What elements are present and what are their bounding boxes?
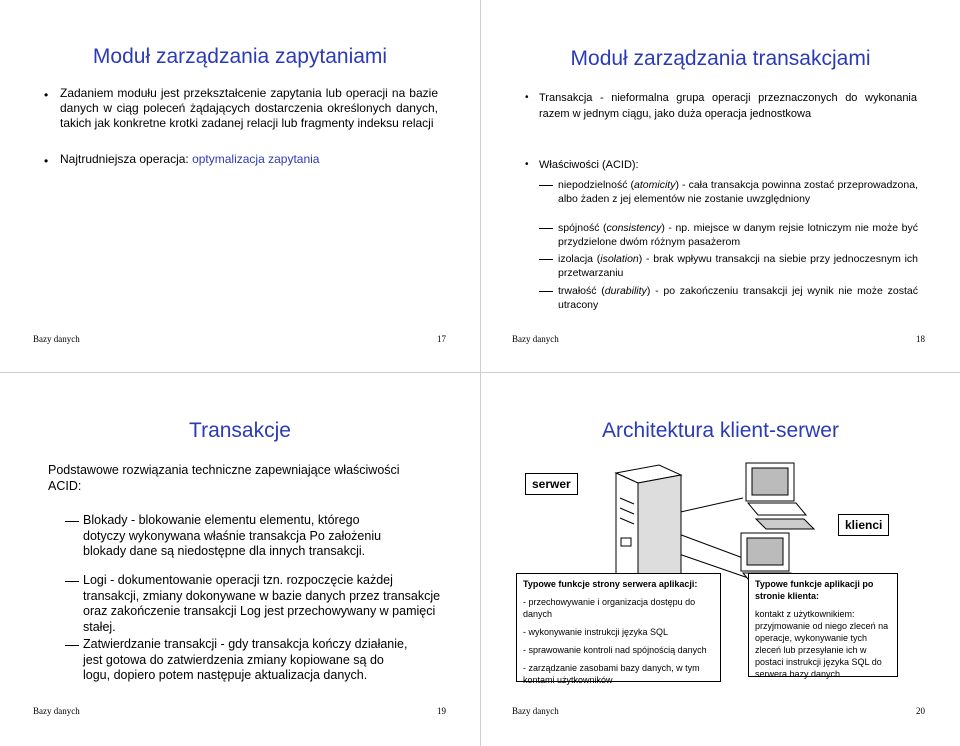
box-line: - sprawowanie kontroli nad spójnością danych (523, 645, 707, 655)
bullet-dot: • (525, 159, 529, 170)
dash-marker (539, 185, 553, 186)
box-header: Typowe funkcje strony serwera aplikacji: (523, 579, 698, 589)
slide-title: Moduł zarządzania zapytaniami (92, 45, 388, 68)
clients-label: klienci (838, 514, 889, 536)
slide-20 (481, 373, 960, 746)
box-line: - przechowywanie i organizacja dostępu do danych (523, 597, 696, 619)
slide-title: Transakcje (189, 419, 291, 442)
box-line: - wykonywanie instrukcji języka SQL (523, 627, 669, 637)
list-item: Blokady - blokowanie elementu elementu, którego dotyczy wykonywana właśnie transakcja Po założeniu blokady dane są niedostępne dla innych transakcji. (83, 513, 382, 558)
acid-item: izolacja (isolation) - brak wpływu transakcji na siebie przy jednoczesnym ich przetwarzaniu (558, 253, 918, 279)
computer-icon (746, 463, 814, 529)
bullet-dot: • (44, 88, 49, 102)
box-line: - zarządzanie zasobami bazy danych, w tym kontami użytkowników (523, 663, 700, 685)
box-line: kontakt z użytkownikiem: przyjmowanie od niego zleceń na operacje, wykonywanie tych zleceń lub przesyłanie ich w postaci instrukcji języka SQL do serwera bazy danych (755, 609, 889, 679)
bullet-highlight: optymalizacja zapytania (192, 152, 320, 166)
dash-marker (65, 581, 79, 582)
server-icon (616, 465, 681, 589)
server-functions-box (516, 573, 721, 685)
bullet-text: Transakcja - nieformalna grupa operacji przeznaczonych do wykonania razem w jednym ciągu, jako duża operacja jednostkowa (539, 92, 917, 120)
client-functions-box (748, 573, 898, 677)
acid-item: spójność (consistency) - np. miejsce w danym rejsie lotniczym nie może być przydzielone dwóm różnym pasażerom (558, 222, 918, 248)
server-label: serwer (525, 473, 578, 495)
slide-17 (0, 0, 480, 372)
page-number: 20 (916, 706, 925, 716)
list-item: Zatwierdzanie transakcji - gdy transakcja kończy działanie, jest gotowa do zatwierdzenia zmiany kopiowane są do logu, dopiero potem następuje aktualizacja danych. (83, 637, 408, 682)
acid-item: trwałość (durability) - po zakończeniu transakcji jej wynik nie może zostać utracony (558, 285, 918, 311)
footer-left: Bazy danych (512, 706, 559, 716)
slide-18 (481, 0, 960, 372)
bullet-dot: • (525, 92, 529, 103)
bullet-text (60, 152, 438, 167)
bullet-prefix: Najtrudniejsza operacja: (60, 152, 193, 166)
page-number: 19 (437, 706, 446, 716)
bullet-text: Właściwości (ACID): (539, 159, 639, 171)
bullet-text: Zadaniem modułu jest przekształcenie zapytania lub operacji na bazie danych w ciąg poleceń żądających dostarczenia określonych danych, takich jak konkretne krotki zadanej relacji lub fragmenty indeksu relacji (60, 86, 438, 130)
slide-title: Moduł zarządzania transakcjami (570, 47, 871, 70)
page-number: 17 (437, 334, 446, 344)
page-number: 18 (916, 334, 925, 344)
acid-item: niepodzielność (atomicity) - cała transakcja powinna zostać przeprowadzona, albo żaden z jej elementów nie zostanie uwzględniony (558, 179, 918, 205)
footer-left: Bazy danych (33, 706, 80, 716)
footer-left: Bazy danych (33, 334, 80, 344)
footer-left: Bazy danych (512, 334, 559, 344)
bullet-dot: • (44, 154, 49, 168)
list-item: Logi - dokumentowanie operacji tzn. rozpoczęcie każdej transakcji, zmiany dokonywane w bazie danych przez transakcje oraz zakończenie transakcji Log jest przechowywany w pamięci stałej. (83, 573, 441, 634)
slide-19 (0, 373, 480, 746)
dash-marker (539, 228, 553, 229)
dash-marker (65, 645, 79, 646)
dash-marker (65, 521, 79, 522)
intro-text: Podstawowe rozwiązania techniczne zapewniające właściwości ACID: (48, 463, 400, 493)
dash-marker (539, 259, 553, 260)
dash-marker (539, 291, 553, 292)
slide-title: Architektura klient-serwer (602, 419, 839, 442)
box-header: Typowe funkcje aplikacji po stronie klienta: (755, 579, 874, 601)
